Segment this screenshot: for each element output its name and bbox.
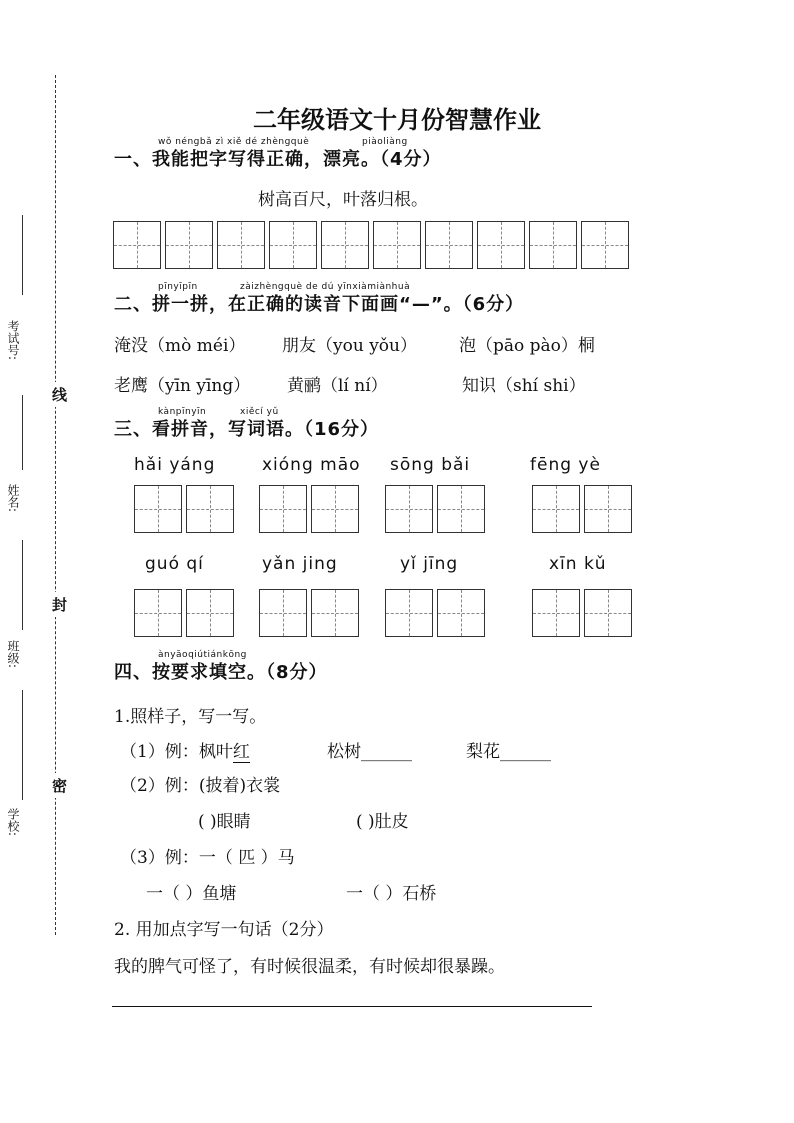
section-4-heading: 四、按要求填空。（8分） [114, 662, 328, 683]
s4-q1a-example: 红 [233, 737, 250, 763]
writing-cell[interactable] [311, 485, 359, 533]
s3-pinyin-haiyang: hǎi yáng [134, 455, 216, 475]
writing-cell[interactable] [437, 589, 485, 637]
school-label: 学校: [6, 808, 20, 837]
writing-cell[interactable] [259, 485, 307, 533]
section-2-heading: 二、拼一拼，在正确的读音下面画“—”。（6分） [114, 294, 525, 315]
s2-item-zhishi: 知识（shí shi） [462, 376, 586, 396]
writing-cell[interactable] [373, 221, 421, 269]
writing-cell[interactable] [321, 221, 369, 269]
s4-q1b: （2）例：(披着)衣裳 [120, 776, 281, 796]
s3-pinyin-fengye: fēng yè [530, 455, 601, 475]
s4-q1a-item1[interactable]: 松树______ [327, 742, 412, 762]
name-label: 姓名: [6, 484, 20, 513]
writing-cell[interactable] [113, 221, 161, 269]
s3-pinyin-xinku: xīn kǔ [549, 554, 607, 574]
s3-pinyin-a: kànpīnyīn [158, 407, 207, 417]
s3-pinyin-yanjing: yǎn jing [262, 554, 338, 574]
s3-pinyin-xiongmao: xióng māo [262, 455, 361, 475]
s2-item-paotong: 泡（pāo pào）桐 [459, 336, 595, 356]
s2-item-yanmo: 淹没（mò méi） [114, 336, 246, 356]
s1-pinyin-a: wǒ néngbǎ zì xiě dé zhèngquè [158, 137, 310, 147]
writing-cell[interactable] [385, 589, 433, 637]
writing-cell[interactable] [437, 485, 485, 533]
writing-cell[interactable] [477, 221, 525, 269]
s4-q1b-item2[interactable]: ( )肚皮 [356, 812, 409, 832]
writing-cell[interactable] [165, 221, 213, 269]
s3-pinyin-yijing: yǐ jīng [400, 554, 459, 574]
s2-item-pengyou: 朋友（you yǒu） [282, 336, 417, 356]
s2-item-huangli: 黄鹂（lí ní） [287, 376, 388, 396]
writing-cell[interactable] [217, 221, 265, 269]
s2-item-laoying: 老鹰（yīn yīng） [114, 376, 251, 396]
answer-line[interactable] [112, 1006, 592, 1007]
binding-char-mi: 密 [52, 773, 67, 798]
s3-pinyin-songbai: sōng bǎi [390, 455, 471, 475]
exam-number-label: 考试号: [6, 320, 20, 361]
s3-pinyin-guoqi: guó qí [145, 554, 204, 574]
writing-cell[interactable] [584, 485, 632, 533]
s4-q1a-prefix: （1）例：枫叶 [120, 742, 233, 762]
class-label: 班级: [6, 640, 20, 669]
writing-cell[interactable] [186, 589, 234, 637]
writing-cell[interactable] [311, 589, 359, 637]
name-blank[interactable] [22, 395, 23, 470]
writing-cell[interactable] [529, 221, 577, 269]
binding-dashed-line [55, 75, 56, 935]
s4-q1: 1.照样子，写一写。 [114, 707, 267, 727]
s2-pinyin-a: pīnyīpīn [158, 282, 198, 292]
s4-q2-sentence: 我的脾气可怪了，有时候很温柔，有时候却很暴躁。 [114, 957, 505, 977]
school-blank[interactable] [22, 690, 23, 800]
section-1-heading: 一、我能把字写得正确，漂亮。（4分） [114, 149, 442, 170]
writing-cell[interactable] [584, 589, 632, 637]
s4-q1c-item1[interactable]: 一（ ）鱼塘 [146, 884, 237, 904]
writing-cell[interactable] [581, 221, 629, 269]
writing-cell[interactable] [269, 221, 317, 269]
s4-pinyin: ànyāoqiútiánkōng [158, 650, 247, 660]
s4-q1a-item2[interactable]: 梨花______ [466, 742, 551, 762]
writing-cell[interactable] [259, 589, 307, 637]
s1-pinyin-b: piàoliàng [362, 137, 408, 147]
writing-cell[interactable] [186, 485, 234, 533]
s4-q1c-item2[interactable]: 一（ ）石桥 [346, 884, 437, 904]
page-title: 二年级语文十月份智慧作业 [253, 106, 541, 134]
writing-cell[interactable] [134, 589, 182, 637]
s4-q2: 2. 用加点字写一句话（2分） [114, 920, 334, 940]
exam-number-blank[interactable] [22, 215, 23, 295]
writing-cell[interactable] [425, 221, 473, 269]
binding-char-feng: 封 [52, 592, 67, 617]
writing-cell[interactable] [385, 485, 433, 533]
writing-cell[interactable] [532, 485, 580, 533]
binding-char-xian: 线 [52, 382, 67, 407]
section-3-heading: 三、看拼音，写词语。（16分） [114, 419, 380, 440]
writing-cell[interactable] [532, 589, 580, 637]
s4-q1b-item1[interactable]: ( )眼睛 [198, 812, 251, 832]
s4-q1c: （3）例：一（ 匹 ）马 [120, 848, 295, 868]
s3-pinyin-b: xiěcí yǔ [240, 407, 279, 417]
s1-sentence: 树高百尺，叶落归根。 [258, 190, 428, 210]
s4-q1a [120, 737, 250, 763]
writing-cell[interactable] [134, 485, 182, 533]
class-blank[interactable] [22, 540, 23, 630]
s2-pinyin-b: zàizhèngquè de dú yīnxiàmiànhuà [240, 282, 411, 292]
